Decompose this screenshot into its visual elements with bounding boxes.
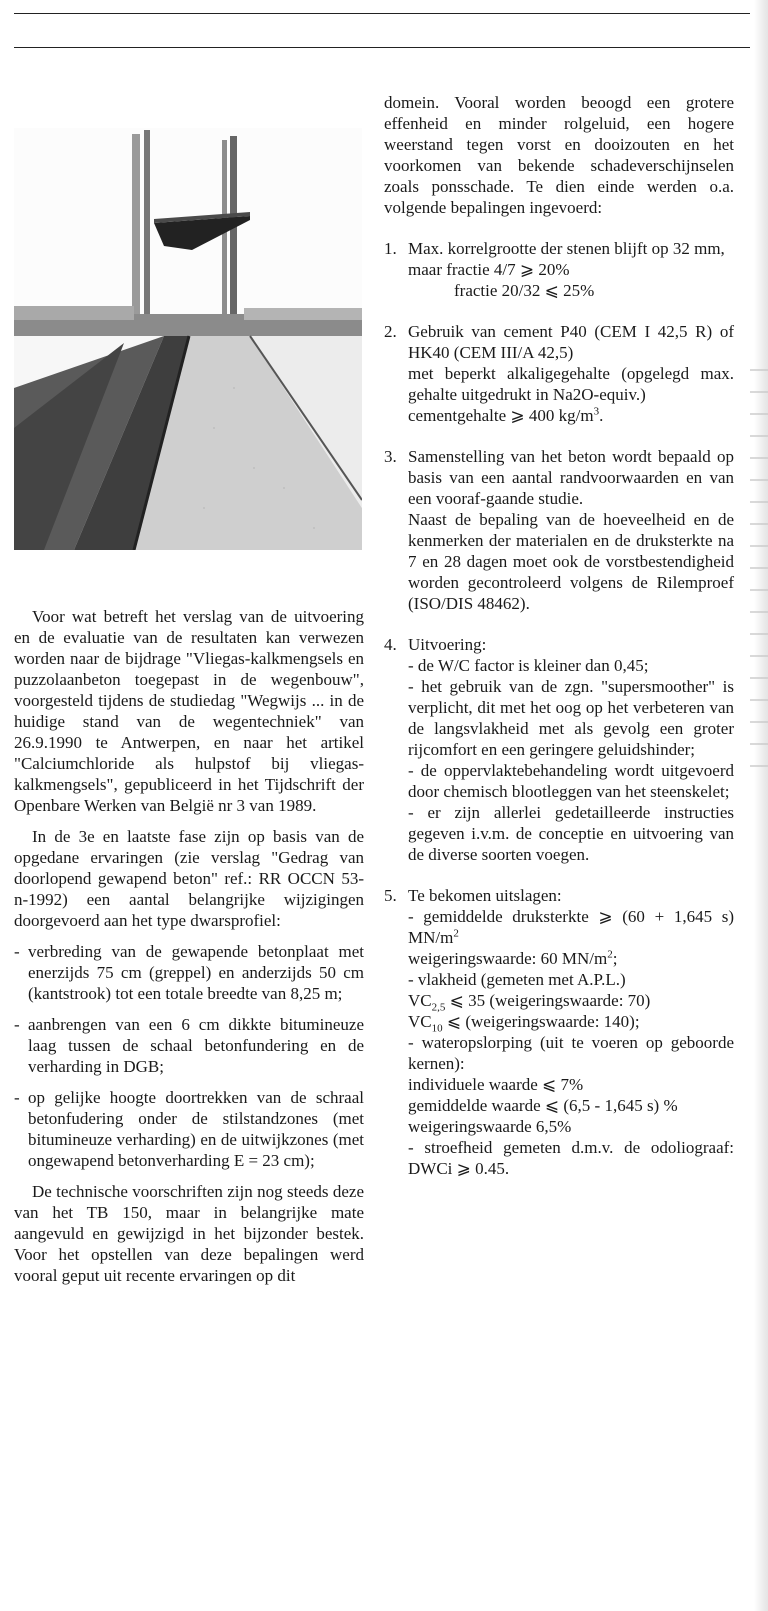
numbered-item: 2. Gebruik van cement P40 (CEM I 42,5 R) of HK40 (CEM III/A 42,5) met beperkt alkaligegehalte (opgelegd max. gehalte uitgedrukt in Na2O-equiv.) cementgehalte ⩾ 400 $kg/m^3$.	[384, 322, 734, 425]
paragraph: domein. Vooral worden beoogd een grotere effenheid en minder rolgeluid, een hogere weerstand tegen vorst en dooizouten en het voorkomen van bekende schadeverschijnselen zoals ponsschade. Te dien einde werden o.a. volgende bepalingen ingevoerd:	[384, 93, 734, 217]
numbered-item: 1. Max. korrelgrootte der stenen blijft op 32 mm, maar fractie 4/7 ⩾ 20% fractie 20/32 ⩽ 25%	[384, 239, 725, 300]
list-item: - aanbrengen van een 6 cm dikkte bitumineuze laag tussen de schaal betonfundering en de verharding in DGB;	[14, 1015, 364, 1076]
list-item: - verbreding van de gewapende betonplaat met enerzijds 75 cm (greppel) en anderzijds 50 cm (kantstrook) tot een totale breedte van 8,25 m;	[14, 942, 364, 1003]
right-column	[384, 92, 734, 1199]
paragraph: In de 3e en laatste fase zijn op basis van de opgedane ervaringen (zie verslag "Gedrag van doorlopend gewapend beton" ref.: RR OCCN 53-n-1992) een aantal belangrijke wijzigingen doorgevoerd aan het type dwarsprofiel:	[14, 827, 364, 930]
list-item: - op gelijke hoogte doortrekken van de schraal betonfudering onder de stilstandzones (met bitumineuze verharding) en de uitwijkzones (met ongewapend betonverharding E = 23 cm);	[14, 1088, 364, 1170]
paragraph: Voor wat betreft het verslag van de uitvoering en de evaluatie van de resultaten kan verwezen worden naar de bijdrage "Vliegas-kalkmengsels en puzzolaanbeton toegepast in de wegenbouw", voorgesteld tijdens de studiedag "Wegwijs ... in de huidige stand van de wegentechniek" van 26.9.1990 te Antwerpen, en naar het artikel "Calciumchloride als hulpstof bij vliegas-kalkmengsels", gepubliceerd in het Tijdschrift der Openbare Werken van België nr 3 van 1989.	[14, 607, 364, 815]
adjacent-page-bleed	[750, 360, 768, 780]
numbered-item: 4. Uitvoering: - de W/C factor is kleiner dan 0,45; - het gebruik van de zgn. "supersmoother" is verplicht, dit met het oog op het verbeteren van de langsvlakheid met als gevolg een groter rijcomfort en een geringere geluidshinder; - de oppervlaktebehandeling wordt uitgevoerd door chemisch blootleggen van het steenskelet; - er zijn allerlei gedetailleerde instructies gegeven i.v.m. de conceptie en uitvoering van de diverse soorten voegen.	[384, 635, 734, 864]
header-rule-top	[14, 13, 750, 14]
road-photo	[14, 128, 362, 550]
paragraph: De technische voorschriften zijn nog steeds deze van het TB 150, maar in belangrijke mate aangevuld en gewijzigd in het bijzonder bestek. Voor het opstellen van deze bepalingen werd vooral geput uit recente ervaringen op dit	[14, 1182, 364, 1285]
left-column	[14, 606, 364, 1296]
numbered-item: 3. Samenstelling van het beton wordt bepaald op basis van een aantal randvoorwaarden en van een vooraf-gaande studie. Naast de bepaling van de hoeveelheid en de kenmerken der materialen en de druksterkte na 7 en 28 dagen moet ook de vorstbestendigheid worden gecontroleerd volgens de Rilemproef (ISO/DIS 48462).	[384, 447, 734, 613]
header-rule-bottom	[14, 47, 750, 48]
adjacent-page-edge	[754, 0, 768, 1611]
numbered-item: 5. Te bekomen uitslagen: - gemiddelde druksterkte ⩾ (60 + 1,645 s) $MN/m^2$ weigeringswaarde: 60 $MN/m^2$; - vlakheid (gemeten met A.P.L.) $VC_{2,5}$ ⩽ 35 (weigeringswaarde: 70) $VC_{10}$ ⩽ (weigeringswaarde: 140); - wateropslorping (uit te voeren op geboorde kernen): individuele waarde ⩽ 7% gemiddelde waarde ⩽ (6,5 - 1,645 s) % weigeringswaarde 6,5% - stroefheid gemeten d.m.v. de odoliograaf: DWCi ⩾ 0.45.	[384, 886, 734, 1178]
